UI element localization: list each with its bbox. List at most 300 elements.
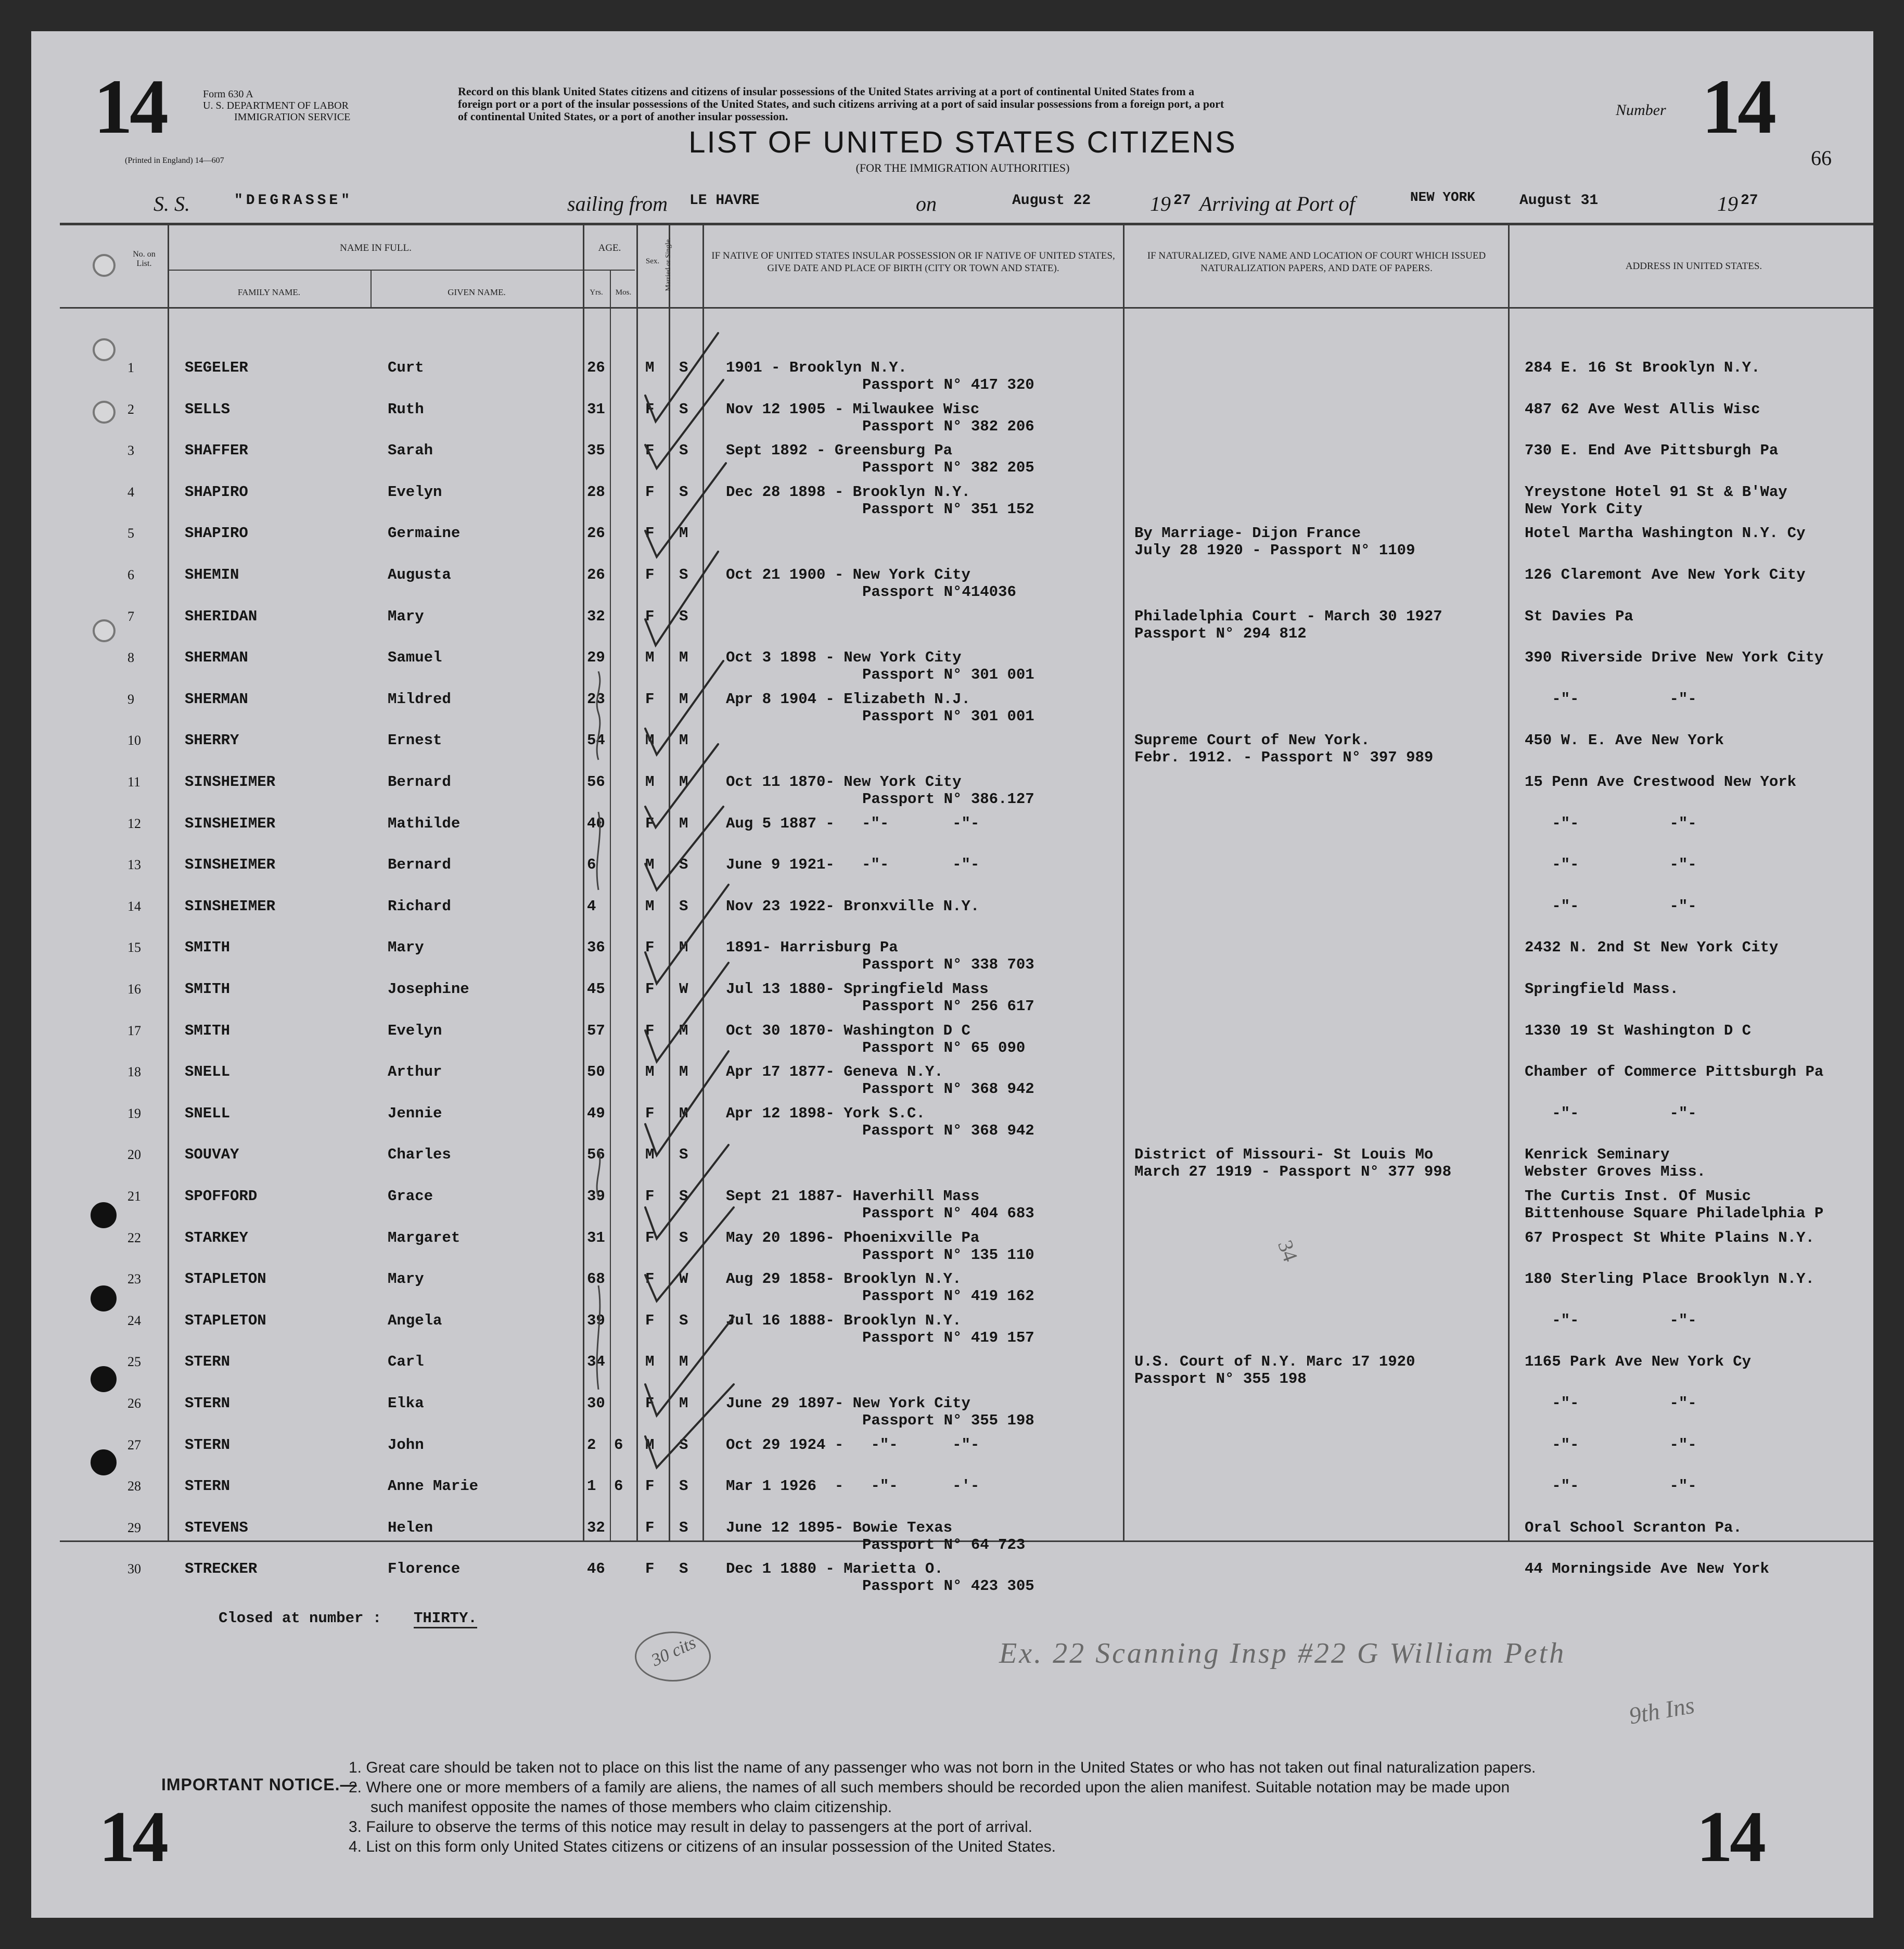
marital-status: S xyxy=(679,1477,688,1495)
col-header-sex: Sex. xyxy=(645,257,660,265)
passenger-number: 28 xyxy=(127,1479,141,1494)
handwritten-circle-text: 30 cits xyxy=(648,1633,699,1671)
given-name: Grace xyxy=(388,1188,433,1205)
sex: M xyxy=(645,649,655,667)
sex: F xyxy=(645,939,655,957)
marital-status: M xyxy=(679,1395,688,1412)
instruction-line: foreign port or a port of the insular possessions of the United States, and such citizens arriving at a port of said insular possessions from a foreign port, a port xyxy=(458,97,1224,110)
form-number: Form 630 A xyxy=(203,88,253,100)
family-name: SHERMAN xyxy=(185,690,248,708)
age-months: 6 xyxy=(614,1436,623,1454)
birth-line-1: June 9 1921- -"- -"- xyxy=(726,856,980,874)
table-row xyxy=(31,732,1873,773)
birth-line-1: Oct 30 1870- Washington D C xyxy=(726,1022,970,1039)
birth-line-2: Passport N° 355 198 xyxy=(862,1412,1034,1429)
given-name: Bernard xyxy=(388,773,451,791)
marital-status: M xyxy=(679,649,688,667)
col-header-birth: IF NATIVE OF UNITED STATES INSULAR POSSESSION OR IF NATIVE OF UNITED STATES, GIVE DATE AND PLACE OF BIRTH (CITY OR TOWN AND STATE). xyxy=(711,250,1115,274)
sex: F xyxy=(645,483,655,501)
family-name: SHEMIN xyxy=(185,566,239,583)
naturalization-line-2: Passport N° 355 198 xyxy=(1134,1370,1307,1388)
passenger-number: 6 xyxy=(127,567,134,582)
table-row xyxy=(31,1519,1873,1561)
passenger-number: 29 xyxy=(127,1520,141,1535)
table-row xyxy=(31,1270,1873,1312)
family-name: SINSHEIMER xyxy=(185,814,276,832)
given-name: Mary xyxy=(388,607,424,625)
marital-status: M xyxy=(679,773,688,791)
col-header-name: NAME IN FULL. xyxy=(340,243,412,253)
sex: M xyxy=(645,1146,655,1164)
age-years: 45 xyxy=(587,980,605,998)
age-years: 46 xyxy=(587,1560,605,1578)
age-years: 32 xyxy=(587,607,605,625)
family-name: SEGELER xyxy=(185,359,248,376)
passenger-number: 15 xyxy=(127,940,141,956)
voyage-line xyxy=(31,187,1873,219)
birth-line-1: Aug 29 1858- Brooklyn N.Y. xyxy=(726,1270,962,1288)
sex: M xyxy=(645,359,655,376)
family-name: SINSHEIMER xyxy=(185,856,276,874)
number-label: Number xyxy=(1616,101,1666,119)
family-name: SHERMAN xyxy=(185,649,248,667)
address-line-1: 44 Morningside Ave New York xyxy=(1525,1560,1769,1578)
birth-line-2: Passport N° 338 703 xyxy=(862,956,1034,974)
year-digit: 27 xyxy=(1173,193,1191,209)
address-line-1: 730 E. End Ave Pittsburgh Pa xyxy=(1525,442,1779,460)
address-line-1: 180 Sterling Place Brooklyn N.Y. xyxy=(1525,1270,1814,1288)
birth-line-1: May 20 1896- Phoenixville Pa xyxy=(726,1229,980,1246)
sex: F xyxy=(645,1311,655,1329)
family-name: SMITH xyxy=(185,980,231,998)
given-name: Mathilde xyxy=(388,814,461,832)
birth-line-2: Passport N° 351 152 xyxy=(862,500,1034,518)
departure-date: August 22 xyxy=(1012,193,1091,209)
address-line-1: Springfield Mass. xyxy=(1525,980,1679,998)
age-years: 56 xyxy=(587,773,605,791)
col-header-mos: Mos. xyxy=(615,288,632,297)
sex: F xyxy=(645,1395,655,1412)
age-years: 35 xyxy=(587,442,605,460)
age-years: 31 xyxy=(587,1229,605,1246)
table-row xyxy=(31,1105,1873,1147)
table-row xyxy=(31,566,1873,608)
birth-line-1: Oct 11 1870- New York City xyxy=(726,773,962,791)
notice-body xyxy=(349,1758,1858,1857)
address-line-1: -"- -"- xyxy=(1525,1311,1697,1329)
family-name: STARKEY xyxy=(185,1229,248,1246)
table-row xyxy=(31,856,1873,898)
sex: F xyxy=(645,1270,655,1288)
marital-status: M xyxy=(679,939,688,957)
sex: F xyxy=(645,814,655,832)
naturalization-line-1: By Marriage- Dijon France xyxy=(1134,525,1361,542)
passenger-number: 7 xyxy=(127,608,134,624)
instruction-line: of continental United States, or a port of another insular possession. xyxy=(458,110,788,123)
passenger-number: 3 xyxy=(127,443,134,458)
age-months: 6 xyxy=(614,1477,623,1495)
marital-status: S xyxy=(679,1146,688,1164)
birth-line-2: Passport N° 135 110 xyxy=(862,1246,1034,1264)
family-name: STAPLETON xyxy=(185,1311,266,1329)
sex: F xyxy=(645,980,655,998)
birth-line-2: Passport N° 386.127 xyxy=(862,791,1034,808)
passenger-number: 16 xyxy=(127,982,141,997)
sub-header-rule xyxy=(168,270,635,271)
address-line-1: Oral School Scranton Pa. xyxy=(1525,1519,1742,1536)
address-line-1: -"- -"- xyxy=(1525,814,1697,832)
birth-line-2: Passport N° 423 305 xyxy=(862,1577,1034,1595)
passenger-number: 5 xyxy=(127,526,134,541)
marital-status: S xyxy=(679,607,688,625)
age-years: 57 xyxy=(587,1022,605,1039)
family-name: SOUVAY xyxy=(185,1146,239,1164)
passenger-number: 13 xyxy=(127,857,141,873)
col-header-address: ADDRESS IN UNITED STATES. xyxy=(1625,261,1762,272)
birth-line-2: Passport N° 301 001 xyxy=(862,666,1034,684)
given-name: Ernest xyxy=(388,732,442,749)
address-line-1: 2432 N. 2nd St New York City xyxy=(1525,939,1779,957)
sex: F xyxy=(645,607,655,625)
table-row xyxy=(31,1353,1873,1395)
marital-status: M xyxy=(679,732,688,749)
passenger-number: 11 xyxy=(127,774,141,789)
marital-status: W xyxy=(679,980,688,998)
sex: F xyxy=(645,1519,655,1536)
col-header-no: No. on List. xyxy=(133,250,156,268)
passenger-number: 26 xyxy=(127,1396,141,1411)
naturalization-line-2: Passport N° 294 812 xyxy=(1134,625,1307,642)
age-years: 26 xyxy=(587,359,605,376)
given-name: John xyxy=(388,1436,424,1454)
address-line-2: Webster Groves Miss. xyxy=(1525,1163,1706,1181)
address-line-1: 390 Riverside Drive New York City xyxy=(1525,649,1824,667)
sex: F xyxy=(645,442,655,460)
given-name: Richard xyxy=(388,897,451,915)
birth-line-2: Passport N° 419 157 xyxy=(862,1329,1034,1346)
family-name: SELLS xyxy=(185,400,231,418)
family-name: STRECKER xyxy=(185,1560,258,1578)
birth-line-1: Apr 8 1904 - Elizabeth N.J. xyxy=(726,690,970,708)
manifest-sheet xyxy=(31,31,1873,1918)
age-years: 2 xyxy=(587,1436,596,1454)
age-years: 39 xyxy=(587,1188,605,1205)
year-prefix: 19 xyxy=(1150,192,1171,215)
given-name: Margaret xyxy=(388,1229,461,1246)
given-name: Evelyn xyxy=(388,483,442,501)
notice-item: 1. Great care should be taken not to place on this list the name of any passenger who was not born in the United States or who has not taken out final naturalization papers. xyxy=(349,1759,1536,1776)
family-name: SHAFFER xyxy=(185,442,248,460)
ship-name: "DEGRASSE" xyxy=(234,193,353,209)
col-header-yrs: Yrs. xyxy=(590,288,603,297)
passenger-number: 24 xyxy=(127,1313,141,1328)
age-years: 30 xyxy=(587,1395,605,1412)
birth-line-1: Oct 21 1900 - New York City xyxy=(726,566,970,583)
given-name: Ruth xyxy=(388,400,424,418)
corner-number-bottom-right: 14 xyxy=(1696,1797,1763,1877)
birth-line-2: Passport N° 64 723 xyxy=(862,1536,1026,1553)
marital-status: S xyxy=(679,566,688,583)
sex: F xyxy=(645,400,655,418)
address-line-1: Chamber of Commerce Pittsburgh Pa xyxy=(1525,1063,1824,1081)
given-name: Angela xyxy=(388,1311,442,1329)
given-name: Mildred xyxy=(388,690,451,708)
given-name: Curt xyxy=(388,359,424,376)
table-row xyxy=(31,815,1873,857)
birth-line-1: Sept 21 1887- Haverhill Mass xyxy=(726,1188,980,1205)
arrival-date: August 31 xyxy=(1519,193,1599,209)
table-row xyxy=(31,691,1873,732)
birth-line-1: Dec 28 1898 - Brooklyn N.Y. xyxy=(726,483,970,501)
sex: F xyxy=(645,1022,655,1039)
address-line-1: The Curtis Inst. Of Music xyxy=(1525,1188,1752,1205)
address-line-1: -"- -"- xyxy=(1525,690,1697,708)
table-row xyxy=(31,1188,1873,1229)
form-instructions xyxy=(458,85,1551,123)
naturalization-line-1: Philadelphia Court - March 30 1927 xyxy=(1134,607,1442,625)
table-row xyxy=(31,442,1873,483)
sailing-label: sailing from xyxy=(567,192,668,215)
marital-status: M xyxy=(679,1104,688,1122)
age-years: 31 xyxy=(587,400,605,418)
naturalization-line-1: District of Missouri- St Louis Mo xyxy=(1134,1146,1434,1164)
arrival-year-digit: 27 xyxy=(1741,193,1758,209)
sex: F xyxy=(645,1477,655,1495)
birth-line-2: Passport N° 382 206 xyxy=(862,417,1034,435)
passenger-number: 30 xyxy=(127,1561,141,1577)
birth-line-1: June 12 1895- Bowie Texas xyxy=(726,1519,953,1536)
passenger-number: 18 xyxy=(127,1064,141,1080)
address-line-1: Hotel Martha Washington N.Y. Cy xyxy=(1525,525,1806,542)
stamp-34: 34 xyxy=(1273,1237,1302,1265)
corner-number-bottom-left: 14 xyxy=(99,1797,165,1877)
table-row xyxy=(31,1312,1873,1354)
inspector-check-marks xyxy=(624,312,760,1582)
form-service: IMMIGRATION SERVICE xyxy=(234,111,351,123)
passenger-number: 27 xyxy=(127,1437,141,1453)
family-name: STEVENS xyxy=(185,1519,248,1536)
marital-status: S xyxy=(679,483,688,501)
passenger-number: 9 xyxy=(127,691,134,707)
marital-status: M xyxy=(679,1063,688,1081)
punch-hole xyxy=(93,254,116,277)
age-years: 26 xyxy=(587,566,605,583)
marital-status: S xyxy=(679,359,688,376)
page-subtitle: (FOR THE IMMIGRATION AUTHORITIES) xyxy=(855,161,1070,174)
table-row xyxy=(31,359,1873,401)
family-name: SHERRY xyxy=(185,732,239,749)
col-header-naturalized: IF NATURALIZED, GIVE NAME AND LOCATION OF COURT WHICH ISSUED NATURALIZATION PAPERS, AND DATE OF PAPERS. xyxy=(1147,250,1486,274)
marital-status: S xyxy=(679,1436,688,1454)
col-header-married: Married or Single. xyxy=(665,237,672,291)
table-row xyxy=(31,1146,1873,1188)
given-name: Augusta xyxy=(388,566,451,583)
family-name: SPOFFORD xyxy=(185,1188,258,1205)
age-years: 40 xyxy=(587,814,605,832)
family-name: SNELL xyxy=(185,1063,231,1081)
birth-line-1: Nov 12 1905 - Milwaukee Wisc xyxy=(726,400,980,418)
marital-status: S xyxy=(679,1311,688,1329)
birth-line-1: Sept 1892 - Greensburg Pa xyxy=(726,442,953,460)
given-name: Sarah xyxy=(388,442,433,460)
birth-line-2: Passport N° 404 683 xyxy=(862,1205,1034,1222)
printed-note: (Printed in England) 14—607 xyxy=(125,156,224,165)
birth-line-1: June 29 1897- New York City xyxy=(726,1395,970,1412)
table-top-rule xyxy=(60,223,1873,225)
age-years: 56 xyxy=(587,1146,605,1164)
passenger-number: 4 xyxy=(127,484,134,500)
birth-line-1: Jul 13 1880- Springfield Mass xyxy=(726,980,989,998)
naturalization-line-2: March 27 1919 - Passport N° 377 998 xyxy=(1134,1163,1452,1181)
table-row xyxy=(31,1395,1873,1436)
given-name: Jennie xyxy=(388,1104,442,1122)
address-line-1: 284 E. 16 St Brooklyn N.Y. xyxy=(1525,359,1760,376)
handwritten-initials: 9th Ins xyxy=(1627,1691,1696,1729)
marital-status: S xyxy=(679,442,688,460)
age-years: 39 xyxy=(587,1311,605,1329)
naturalization-line-1: Supreme Court of New York. xyxy=(1134,732,1370,749)
age-years: 54 xyxy=(587,732,605,749)
col-header-age: AGE. xyxy=(598,243,621,253)
given-name: Bernard xyxy=(388,856,451,874)
arriving-label: Arriving at Port of xyxy=(1199,192,1355,215)
notice-item: 4. List on this form only United States citizens or citizens of an insular possession of the United States. xyxy=(349,1838,1056,1855)
given-name: Carl xyxy=(388,1353,424,1371)
notice-title: IMPORTANT NOTICE.— xyxy=(161,1775,357,1794)
given-name: Arthur xyxy=(388,1063,442,1081)
marital-status: W xyxy=(679,1270,688,1288)
address-line-2: Bittenhouse Square Philadelphia P xyxy=(1525,1205,1824,1222)
family-bracket-marks xyxy=(583,671,614,1390)
age-years: 4 xyxy=(587,897,596,915)
table-row xyxy=(31,401,1873,442)
given-name: Elka xyxy=(388,1395,424,1412)
marital-status: S xyxy=(679,1560,688,1578)
family-name: STERN xyxy=(185,1353,231,1371)
naturalization-line-2: Febr. 1912. - Passport N° 397 989 xyxy=(1134,749,1434,767)
given-name: Evelyn xyxy=(388,1022,442,1039)
sex: F xyxy=(645,525,655,542)
birth-line-2: Passport N° 301 001 xyxy=(862,707,1034,725)
passenger-number: 8 xyxy=(127,650,134,666)
marital-status: S xyxy=(679,897,688,915)
passenger-number: 10 xyxy=(127,733,141,748)
family-name: SHAPIRO xyxy=(185,483,248,501)
handwritten-exam-note: Ex. 22 Scanning Insp #22 G William Peth xyxy=(999,1637,1566,1670)
family-name: SINSHEIMER xyxy=(185,773,276,791)
punch-hole xyxy=(93,338,116,361)
age-years: 49 xyxy=(587,1104,605,1122)
sex: F xyxy=(645,1104,655,1122)
address-line-1: St Davies Pa xyxy=(1525,607,1633,625)
notice-item: such manifest opposite the names of those members who claim citizenship. xyxy=(370,1799,892,1816)
marital-status: S xyxy=(679,1188,688,1205)
address-line-1: 1165 Park Ave New York Cy xyxy=(1525,1353,1752,1371)
age-years: 28 xyxy=(587,483,605,501)
birth-line-2: Passport N° 419 162 xyxy=(862,1288,1034,1305)
address-line-1: 15 Penn Ave Crestwood New York xyxy=(1525,773,1797,791)
given-name: Helen xyxy=(388,1519,433,1536)
table-row xyxy=(31,1436,1873,1478)
table-row xyxy=(31,649,1873,691)
family-name: SMITH xyxy=(185,1022,231,1039)
sex: M xyxy=(645,1436,655,1454)
family-name: SMITH xyxy=(185,939,231,957)
birth-line-2: Passport N° 65 090 xyxy=(862,1039,1026,1056)
given-name: Anne Marie xyxy=(388,1477,479,1495)
age-years: 1 xyxy=(587,1477,596,1495)
given-name: Josephine xyxy=(388,980,469,998)
marital-status: M xyxy=(679,1022,688,1039)
given-name: Charles xyxy=(388,1146,451,1164)
passenger-number: 2 xyxy=(127,401,134,417)
birth-line-1: Aug 5 1887 - -"- -"- xyxy=(726,814,980,832)
age-years: 34 xyxy=(587,1353,605,1371)
table-row xyxy=(31,1229,1873,1271)
age-years: 68 xyxy=(587,1270,605,1288)
sex: F xyxy=(645,690,655,708)
naturalization-line-1: U.S. Court of N.Y. Marc 17 1920 xyxy=(1134,1353,1415,1371)
passenger-number: 21 xyxy=(127,1189,141,1204)
departure-port: LE HAVRE xyxy=(689,193,760,209)
sex: F xyxy=(645,566,655,583)
page-title: LIST OF UNITED STATES CITIZENS xyxy=(688,125,1237,159)
closed-value: THIRTY. xyxy=(414,1610,477,1628)
address-line-1: -"- -"- xyxy=(1525,1436,1697,1454)
age-years: 6 xyxy=(587,856,596,874)
family-name: SHAPIRO xyxy=(185,525,248,542)
address-line-1: 487 62 Ave West Allis Wisc xyxy=(1525,400,1760,418)
passenger-number: 1 xyxy=(127,360,134,375)
marital-status: M xyxy=(679,690,688,708)
closed-label: Closed at number : xyxy=(219,1610,382,1627)
notice-item: 3. Failure to observe the terms of this notice may result in delay to passengers at the port of arrival. xyxy=(349,1818,1032,1836)
address-line-1: -"- -"- xyxy=(1525,1104,1697,1122)
family-name: STERN xyxy=(185,1477,231,1495)
table-row xyxy=(31,1063,1873,1105)
sex: F xyxy=(645,1560,655,1578)
birth-line-2: Passport N° 256 617 xyxy=(862,998,1034,1015)
family-name: SINSHEIMER xyxy=(185,897,276,915)
marital-status: S xyxy=(679,1229,688,1246)
address-line-1: 126 Claremont Ave New York City xyxy=(1525,566,1806,583)
given-name: Germaine xyxy=(388,525,461,542)
family-name: STERN xyxy=(185,1395,231,1412)
birth-line-1: Jul 16 1888- Brooklyn N.Y. xyxy=(726,1311,962,1329)
table-row xyxy=(31,608,1873,649)
age-years: 50 xyxy=(587,1063,605,1081)
birth-line-2: Passport N° 382 205 xyxy=(862,459,1034,477)
table-row xyxy=(31,1022,1873,1064)
given-name: Florence xyxy=(388,1560,461,1578)
birth-line-2: Passport N°414036 xyxy=(862,583,1016,601)
table-row xyxy=(31,483,1873,525)
naturalization-line-2: July 28 1920 - Passport N° 1109 xyxy=(1134,542,1415,559)
birth-line-1: Mar 1 1926 - -"- -'- xyxy=(726,1477,980,1495)
address-line-2: New York City xyxy=(1525,500,1643,518)
birth-line-1: Oct 3 1898 - New York City xyxy=(726,649,962,667)
birth-line-1: Oct 29 1924 - -"- -"- xyxy=(726,1436,980,1454)
passenger-number: 12 xyxy=(127,816,141,831)
marital-status: M xyxy=(679,525,688,542)
table-row xyxy=(31,898,1873,939)
address-line-1: Kenrick Seminary xyxy=(1525,1146,1670,1164)
sex: M xyxy=(645,773,655,791)
marital-status: S xyxy=(679,1519,688,1536)
table-row xyxy=(31,939,1873,980)
age-years: 36 xyxy=(587,939,605,957)
birth-line-1: 1901 - Brooklyn N.Y. xyxy=(726,359,908,376)
